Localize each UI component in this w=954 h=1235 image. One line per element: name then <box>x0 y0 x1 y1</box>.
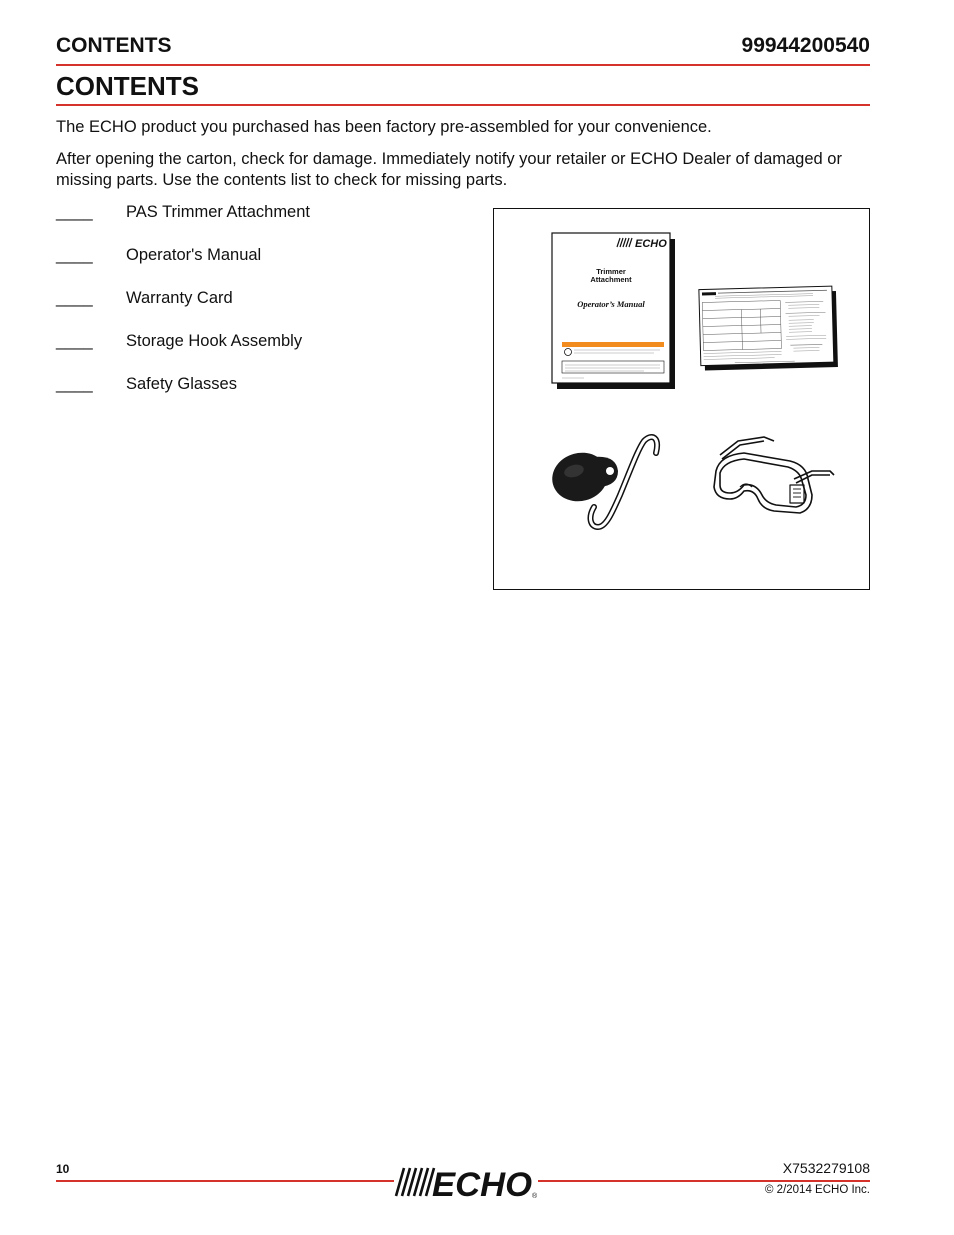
checklist-label: Storage Hook Assembly <box>126 332 303 350</box>
header-part-number: 99944200540 <box>741 34 870 57</box>
manual-subtitle: Operator’s Manual <box>577 299 645 309</box>
checklist-item <box>56 373 456 395</box>
manual-title-line-1: Trimmer <box>596 267 626 276</box>
checklist-blank: ____ <box>56 203 93 221</box>
section-title: CONTENTS <box>56 71 199 101</box>
checklist-item <box>56 201 456 223</box>
checklist-item <box>56 330 456 352</box>
checklist-label: Operator's Manual <box>126 246 262 264</box>
footer-rule-right <box>538 1180 870 1182</box>
checklist-label: Warranty Card <box>126 289 233 307</box>
warranty-card-illustration <box>699 286 838 371</box>
contents-illustration <box>493 208 870 590</box>
intro-paragraph-1: The ECHO product you purchased has been factory pre-assembled for your convenience. <box>56 118 712 136</box>
page-header <box>56 32 870 60</box>
footer-rule-left <box>56 1180 394 1182</box>
manual-title-line-2: Attachment <box>590 275 632 284</box>
document-code: X7532279108 <box>782 1160 870 1176</box>
checklist-label: PAS Trimmer Attachment <box>126 203 310 221</box>
copyright-notice: © 2/2014 ECHO Inc. <box>765 1184 870 1196</box>
header-section-name: CONTENTS <box>56 34 172 57</box>
checklist-blank: ____ <box>56 332 93 350</box>
footer-brand-text: ECHO <box>432 1166 532 1202</box>
header-rule <box>56 64 870 66</box>
checklist-blank: ____ <box>56 375 93 393</box>
checklist-blank: ____ <box>56 246 93 264</box>
storage-hook-illustration <box>547 437 657 527</box>
section-rule <box>56 104 870 106</box>
operators-manual-illustration <box>552 233 675 389</box>
page-number: 10 <box>56 1162 70 1176</box>
registered-mark: ® <box>532 1193 538 1200</box>
intro-paragraph-2: After opening the carton, check for damage. Immediately notify your retailer or ECHO Dealer of damaged or missing parts. Use the contents list to check for missing parts. <box>56 150 842 189</box>
manual-brand-text: ECHO <box>635 238 667 250</box>
checklist-blank: ____ <box>56 289 93 307</box>
checklist-item <box>56 244 456 266</box>
echo-logo <box>394 1166 540 1202</box>
checklist-item <box>56 287 456 309</box>
manual-warning-band <box>562 342 664 347</box>
safety-glasses-illustration <box>714 437 834 513</box>
contents-illustration-drawing <box>494 209 871 591</box>
checklist-label: Safety Glasses <box>126 375 237 393</box>
